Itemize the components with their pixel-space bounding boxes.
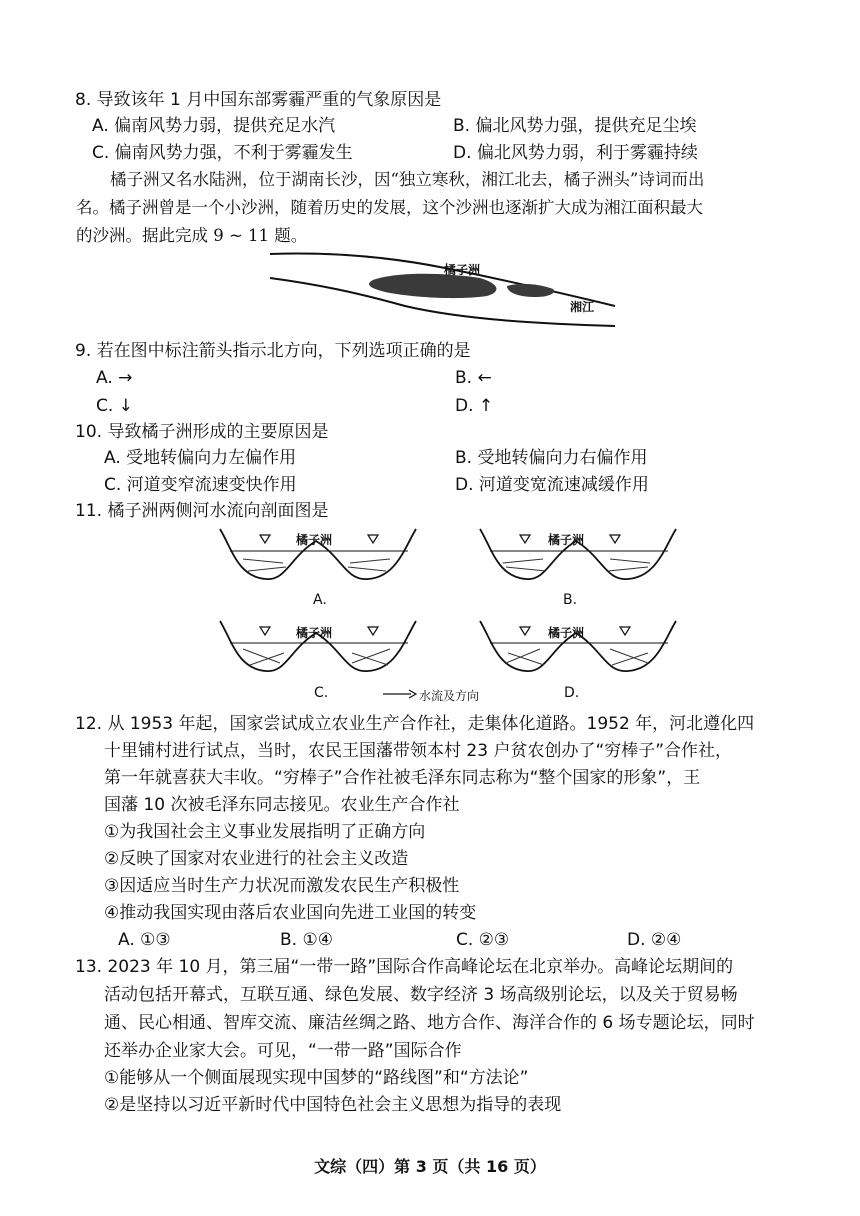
map-river-label: 湘江	[570, 300, 595, 314]
passage-line-3: 的沙洲。据此完成 9 ~ 11 题。	[76, 226, 308, 245]
q9-option-a: A. →	[96, 368, 133, 388]
panel-c-island-label: 橘子洲	[296, 626, 333, 640]
passage-line-1: 橘子洲又名水陆洲，位于湖南长沙，因“独立寒秋，湘江北去，橘子洲头”诗词而出	[110, 170, 705, 189]
q9-option-b: B. ←	[455, 368, 492, 388]
legend-label: 水流及方向	[419, 689, 480, 703]
panel-d-label: D.	[564, 685, 580, 701]
q9-stem: 9. 若在图中标注箭头指示北方向，下列选项正确的是	[75, 341, 471, 361]
q13-statement-1: ①能够从一个侧面展现实现中国梦的“路线图”和“方法论”	[104, 1068, 529, 1088]
q8-option-b: B. 偏北风势力强，提供充足尘埃	[453, 116, 697, 136]
q10-option-d: D. 河道变宽流速减缓作用	[455, 475, 649, 495]
map-island-label: 橘子洲	[444, 263, 481, 277]
q12-option-c: C. ②③	[456, 930, 510, 950]
panel-b-island-label: 橘子洲	[548, 533, 585, 547]
q10-option-a: A. 受地转偏向力左偏作用	[104, 448, 297, 468]
q9-option-d: D. ↑	[455, 396, 494, 416]
q12-option-b: B. ①④	[280, 930, 333, 950]
q8-option-c: C. 偏南风势力强，不利于雾霾发生	[92, 143, 353, 163]
q13-line-1: 13. 2023 年 10 月，第三届“一带一路”国际合作高峰论坛在北京举办。高峰论坛期间的	[75, 957, 734, 977]
q13-line-3: 通、民心相通、智库交流、廉洁丝绸之路、地方合作、海洋合作的 6 场专题论坛，同时	[104, 1013, 755, 1033]
q8-option-d: D. 偏北风势力弱，利于雾霾持续	[453, 143, 698, 163]
q12-statement-3: ③因适应当时生产力状况而激发农民生产积极性	[104, 876, 460, 896]
page-footer: 文综（四）第 3 页（共 16 页）	[314, 1157, 546, 1176]
q13-statement-2: ②是坚持以习近平新时代中国特色社会主义思想为指导的表现	[104, 1095, 562, 1115]
q12-option-a: A. ①③	[118, 930, 171, 950]
q11-stem: 11. 橘子洲两侧河水流向剖面图是	[75, 501, 329, 521]
q12-statement-4: ④推动我国实现由落后农业国向先进工业国的转变	[104, 903, 477, 923]
q9-option-c: C. ↓	[96, 396, 133, 416]
river-map	[265, 248, 620, 330]
q8-stem: 8. 导致该年 1 月中国东部雾霾严重的气象原因是	[75, 90, 442, 110]
panel-d-island-label: 橘子洲	[548, 626, 585, 640]
q8-option-a: A. 偏南风势力弱，提供充足水汽	[92, 116, 336, 136]
panel-c-label: C.	[314, 685, 329, 701]
legend-arrow-icon	[383, 689, 417, 699]
q10-option-b: B. 受地转偏向力右偏作用	[455, 448, 648, 468]
panel-b-label: B.	[563, 592, 578, 608]
q12-line-2: 十里铺村进行试点，当时，农民王国藩带领本村 23 户贫农创办了“穷棒子”合作社，	[104, 741, 733, 761]
q12-statement-1: ①为我国社会主义事业发展指明了正确方向	[104, 822, 426, 842]
q12-line-4: 国藩 10 次被毛泽东同志接见。农业生产合作社	[104, 795, 460, 815]
panel-a-island-label: 橘子洲	[296, 533, 333, 547]
q10-stem: 10. 导致橘子洲形成的主要原因是	[75, 422, 329, 442]
q12-line-1: 12. 从 1953 年起，国家尝试成立农业生产合作社，走集体化道路。1952 年，河北遵化四	[75, 714, 755, 734]
q10-option-c: C. 河道变窄流速变快作用	[104, 475, 297, 495]
q13-line-2: 活动包括开幕式，互联互通、绿色发展、数字经济 3 场高级别论坛，以及关于贸易畅	[104, 985, 738, 1005]
q13-line-4: 还举办企业家大会。可见，“一带一路”国际合作	[104, 1041, 462, 1061]
q12-statement-2: ②反映了国家对农业进行的社会主义改造	[104, 849, 409, 869]
q12-option-d: D. ②④	[627, 930, 682, 950]
panel-a-label: A.	[313, 592, 327, 608]
passage-line-2: 名。橘子洲曾是一个小沙洲，随着历史的发展，这个沙洲也逐渐扩大成为湘江面积最大	[76, 198, 703, 217]
q12-line-3: 第一年就喜获大丰收。“穷棒子”合作社被毛泽东同志称为“整个国家的形象”，王	[104, 768, 701, 788]
